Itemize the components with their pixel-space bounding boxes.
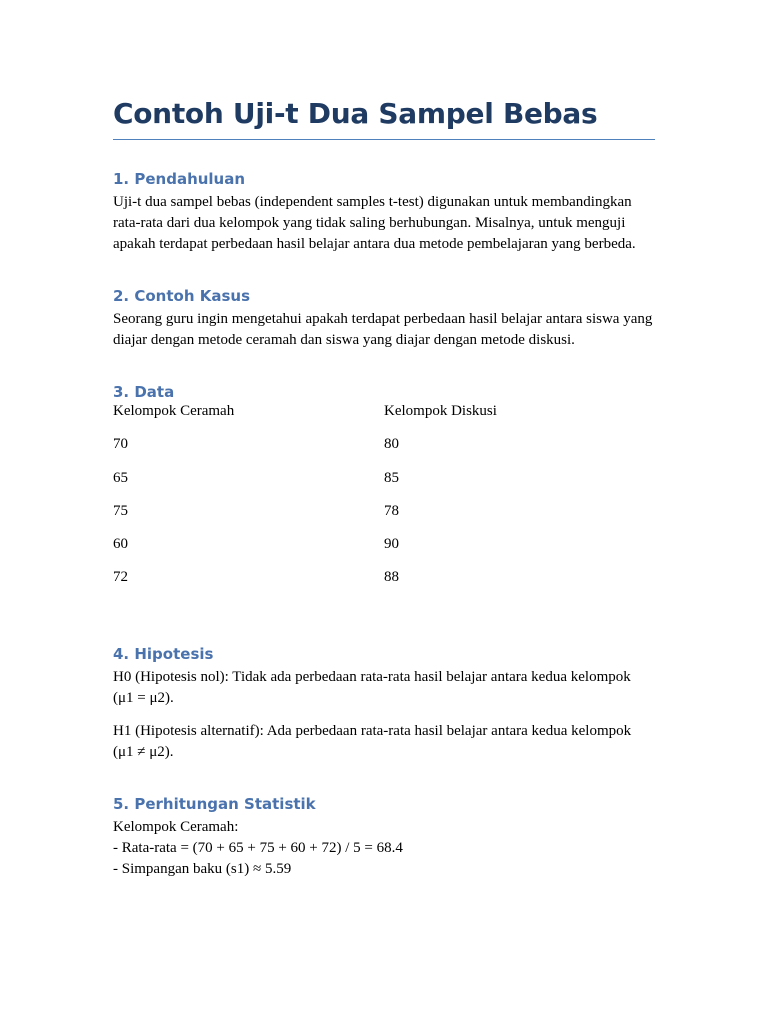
table-cell: 75 [113, 502, 128, 519]
paragraph-line: diajar dengan metode ceramah dan siswa yang diajar dengan metode diskusi. [113, 332, 575, 348]
table-row [113, 503, 655, 536]
section-heading-data: 3. Data [113, 383, 175, 401]
paragraph-line: Uji-t dua sampel bebas (independent samples t-test) digunakan untuk membandingkan [113, 194, 632, 210]
table-cell: 65 [113, 469, 128, 486]
table-cell: 60 [113, 536, 128, 553]
table-header-cell: Kelompok Diskusi [384, 403, 497, 419]
paragraph-line: apakah terdapat perbedaan hasil belajar antara dua metode pembelajaran yang berbeda. [113, 236, 636, 252]
section-heading-pendahuluan: 1. Pendahuluan [113, 170, 246, 188]
hypothesis-h0 [113, 667, 655, 709]
section-heading-perhitungan: 5. Perhitungan Statistik [113, 794, 316, 813]
paragraph-line: (μ1 ≠ μ2). [113, 743, 174, 760]
paragraph-line: (μ1 = μ2). [113, 689, 174, 706]
paragraph-line: Seorang guru ingin mengetahui apakah terdapat perbedaan hasil belajar antara siswa yang [113, 311, 653, 327]
section-paragraph-kasus [113, 309, 655, 351]
paragraph-line: H0 (Hipotesis nol): Tidak ada perbedaan rata-rata hasil belajar antara kedua kelompok [113, 668, 631, 685]
table-cell: 72 [113, 569, 128, 586]
paragraph-line: rata-rata dari dua kelompok yang tidak saling berhubungan. Misalnya, untuk menguji [113, 215, 626, 231]
document-title: Contoh Uji-t Dua Sampel Bebas [113, 96, 655, 140]
section-heading-kasus: 2. Contoh Kasus [113, 287, 251, 305]
table-header-row [113, 403, 655, 436]
table-cell: 90 [384, 536, 399, 553]
table-row [113, 536, 655, 569]
document-page [113, 96, 655, 880]
section-paragraph-perhitungan [113, 817, 655, 880]
table-cell: 85 [384, 469, 399, 486]
table-cell: 88 [384, 569, 399, 586]
section-heading-hipotesis: 4. Hipotesis [113, 644, 214, 663]
paragraph-line: Kelompok Ceramah: [113, 818, 239, 835]
table-cell: 80 [384, 436, 399, 453]
hypothesis-h1 [113, 721, 655, 763]
table-cell: 78 [384, 502, 399, 519]
table-row [113, 569, 655, 602]
section-paragraph-pendahuluan [113, 192, 655, 255]
paragraph-line: H1 (Hipotesis alternatif): Ada perbedaan rata-rata hasil belajar antara kedua kelompok [113, 722, 632, 739]
table-row [113, 470, 655, 503]
table-row [113, 436, 655, 469]
table-header-cell: Kelompok Ceramah [113, 403, 235, 419]
data-table [113, 403, 655, 603]
paragraph-line: - Rata-rata = (70 + 65 + 75 + 60 + 72) / 5 = 68.4 [113, 839, 403, 856]
paragraph-line: - Simpangan baku (s1) ≈ 5.59 [113, 860, 292, 877]
table-cell: 70 [113, 436, 128, 453]
